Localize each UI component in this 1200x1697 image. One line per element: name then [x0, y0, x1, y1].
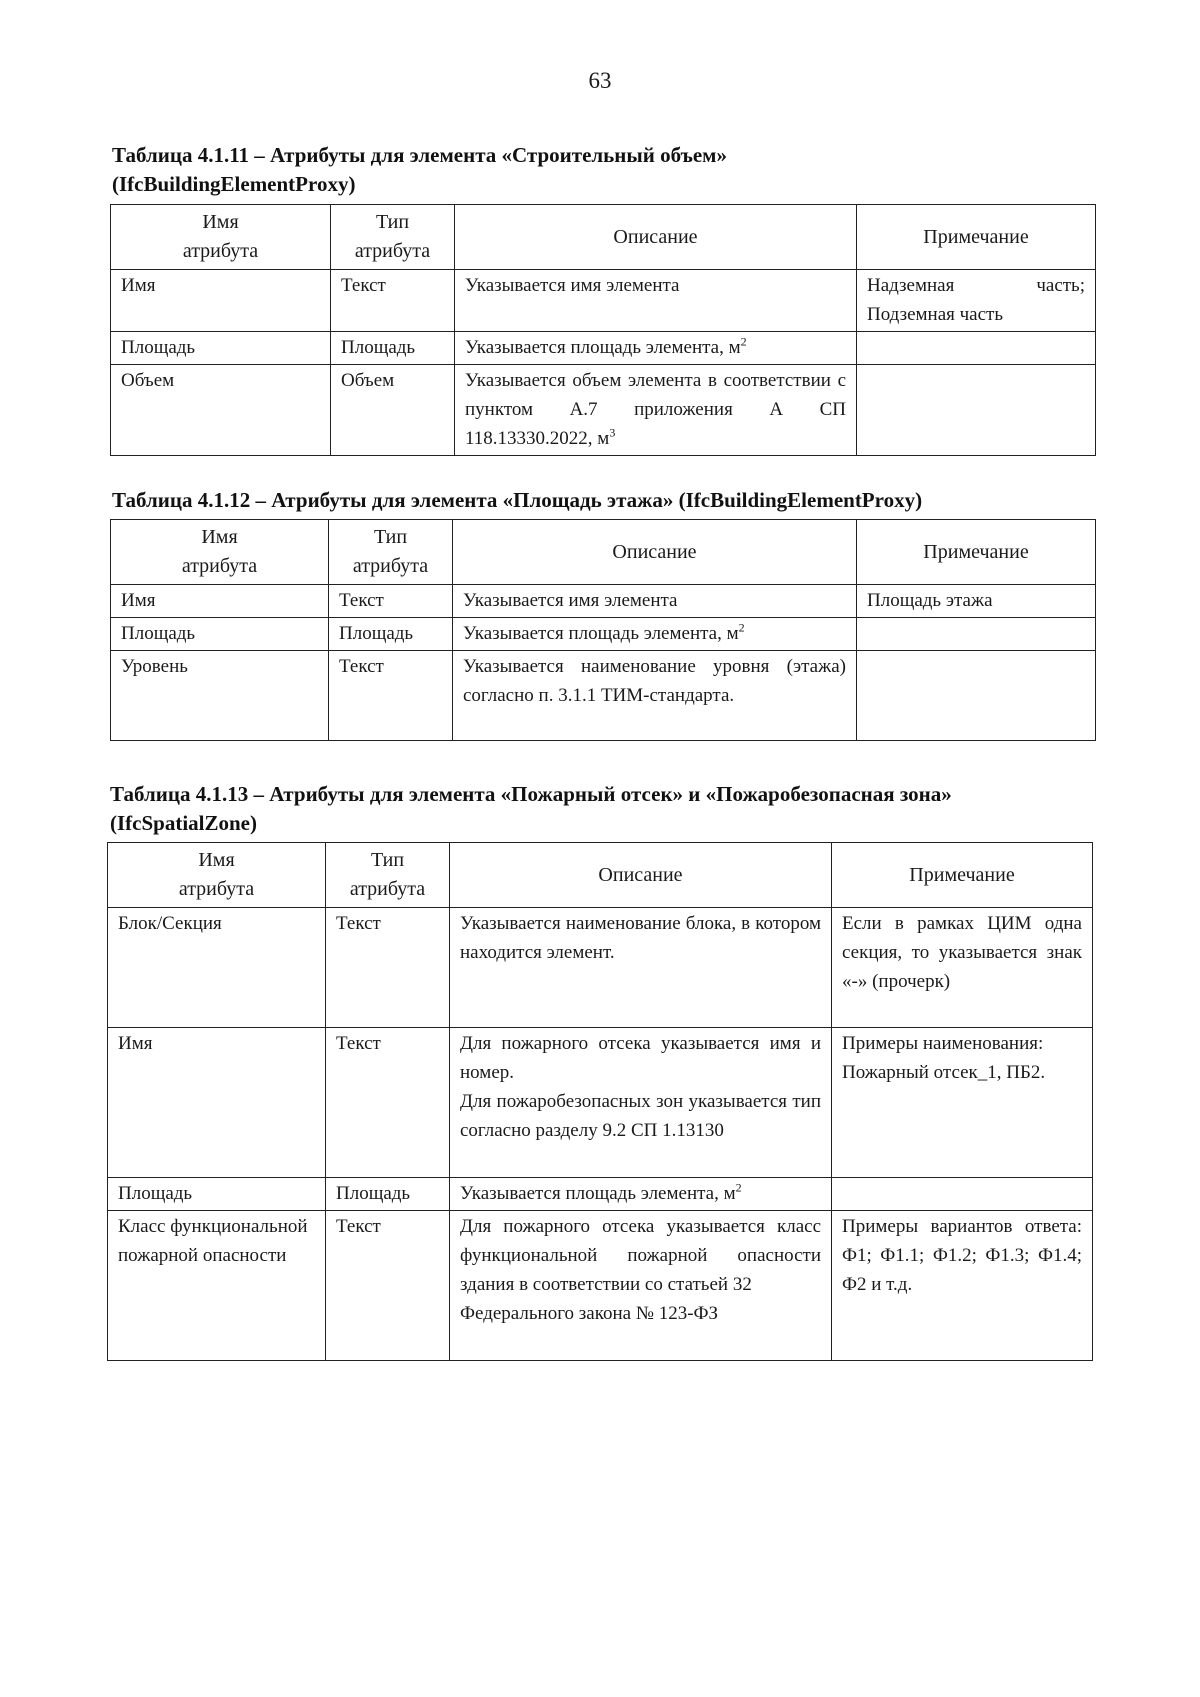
attr-note: Если в рамках ЦИМ одна секция, то указывается знак «-» (прочерк): [832, 908, 1093, 1028]
table-row: [111, 618, 1096, 651]
attr-description: Для пожарного отсека указывается имя и номер. Для пожаробезопасных зон указывается тип согласно разделу 9.2 СП 1.13130: [450, 1028, 832, 1178]
table-4-1-11: [110, 204, 1096, 456]
attr-name: Блок/Секция: [108, 908, 326, 1028]
attr-name: Уровень: [111, 651, 329, 741]
caption-line: (IfcBuildingElementProxy): [112, 172, 356, 196]
table-row: [111, 651, 1096, 741]
attr-description: Указывается наименование уровня (этажа) согласно п. 3.1.1 ТИМ-стандарта.: [453, 651, 857, 741]
attr-type: Текст: [326, 908, 450, 1028]
table-header-row: [108, 843, 1093, 908]
col-header-note: Примечание: [832, 843, 1093, 908]
attr-description: Указывается имя элемента: [453, 585, 857, 618]
attr-name: Площадь: [111, 618, 329, 651]
attr-note: Надземная часть; Подземная часть: [857, 270, 1096, 332]
table-caption-4-1-13: [110, 780, 1110, 838]
attr-description: Указывается наименование блока, в котором находится элемент.: [450, 908, 832, 1028]
table-row: [108, 1211, 1093, 1361]
caption-line: Таблица 4.1.11 – Атрибуты для элемента «Строительный объем»: [112, 143, 727, 167]
table-row: [111, 270, 1096, 332]
attr-note: Площадь этажа: [857, 585, 1096, 618]
table-row: [111, 332, 1096, 365]
attr-type: Площадь: [329, 618, 453, 651]
attr-type: Текст: [326, 1211, 450, 1361]
col-header-note: Примечание: [857, 205, 1096, 270]
attr-note: [832, 1178, 1093, 1211]
table-row: [111, 585, 1096, 618]
col-header-name: Имя атрибута: [111, 520, 329, 585]
table-header-row: [111, 520, 1096, 585]
table-row: [108, 908, 1093, 1028]
col-header-name: Имя атрибута: [108, 843, 326, 908]
attr-description: Для пожарного отсека указывается класс функциональной пожарной опасности здания в соответствии со статьей 32 Федерального закона № 123-ФЗ: [450, 1211, 832, 1361]
col-header-type: Тип атрибута: [331, 205, 455, 270]
attr-type: Текст: [329, 651, 453, 741]
caption-line: (IfcSpatialZone): [110, 811, 257, 835]
col-header-name: Имя атрибута: [111, 205, 331, 270]
table-row: [108, 1028, 1093, 1178]
caption-line: Таблица 4.1.12 – Атрибуты для элемента «Площадь этажа» (IfcBuildingElementProxy): [112, 488, 923, 512]
col-header-type: Тип атрибута: [326, 843, 450, 908]
attr-name: Объем: [111, 365, 331, 456]
attr-note: [857, 618, 1096, 651]
table-4-1-13: [107, 842, 1093, 1361]
attr-type: Площадь: [331, 332, 455, 365]
col-header-note: Примечание: [857, 520, 1096, 585]
table-caption-4-1-11: [112, 141, 1112, 199]
col-header-description: Описание: [453, 520, 857, 585]
col-header-type: Тип атрибута: [329, 520, 453, 585]
attr-note: [857, 332, 1096, 365]
attr-description: Указывается объем элемента в соответствии с пунктом А.7 приложения А СП 118.13330.2022, $м^3$: [455, 365, 857, 456]
attr-type: Объем: [331, 365, 455, 456]
attr-description: Указывается имя элемента: [455, 270, 857, 332]
attr-name: Имя: [108, 1028, 326, 1178]
col-header-description: Описание: [450, 843, 832, 908]
attr-type: Текст: [329, 585, 453, 618]
attr-name: Класс функциональной пожарной опасности: [108, 1211, 326, 1361]
attr-name: Площадь: [111, 332, 331, 365]
attr-type: Площадь: [326, 1178, 450, 1211]
table-row: [111, 365, 1096, 456]
caption-line: Таблица 4.1.13 – Атрибуты для элемента «Пожарный отсек» и «Пожаробезопасная зона»: [110, 782, 952, 806]
col-header-description: Описание: [455, 205, 857, 270]
attr-name: Площадь: [108, 1178, 326, 1211]
table-4-1-12: [110, 519, 1096, 741]
page-number: 63: [588, 68, 612, 93]
attr-type: Текст: [331, 270, 455, 332]
attr-description: Указывается площадь элемента, $м^2$: [453, 618, 857, 651]
attr-note: Примеры наименования: Пожарный отсек_1, ПБ2.: [832, 1028, 1093, 1178]
attr-note: Примеры вариантов ответа: Ф1; Ф1.1; Ф1.2; Ф1.3; Ф1.4; Ф2 и т.д.: [832, 1211, 1093, 1361]
table-caption-4-1-12: [112, 486, 1112, 515]
attr-name: Имя: [111, 270, 331, 332]
attr-name: Имя: [111, 585, 329, 618]
attr-description: Указывается площадь элемента, $м^2$: [455, 332, 857, 365]
attr-type: Текст: [326, 1028, 450, 1178]
table-row: [108, 1178, 1093, 1211]
attr-note: [857, 651, 1096, 741]
attr-note: [857, 365, 1096, 456]
attr-description: Указывается площадь элемента, $м^2$: [450, 1178, 832, 1211]
table-header-row: [111, 205, 1096, 270]
